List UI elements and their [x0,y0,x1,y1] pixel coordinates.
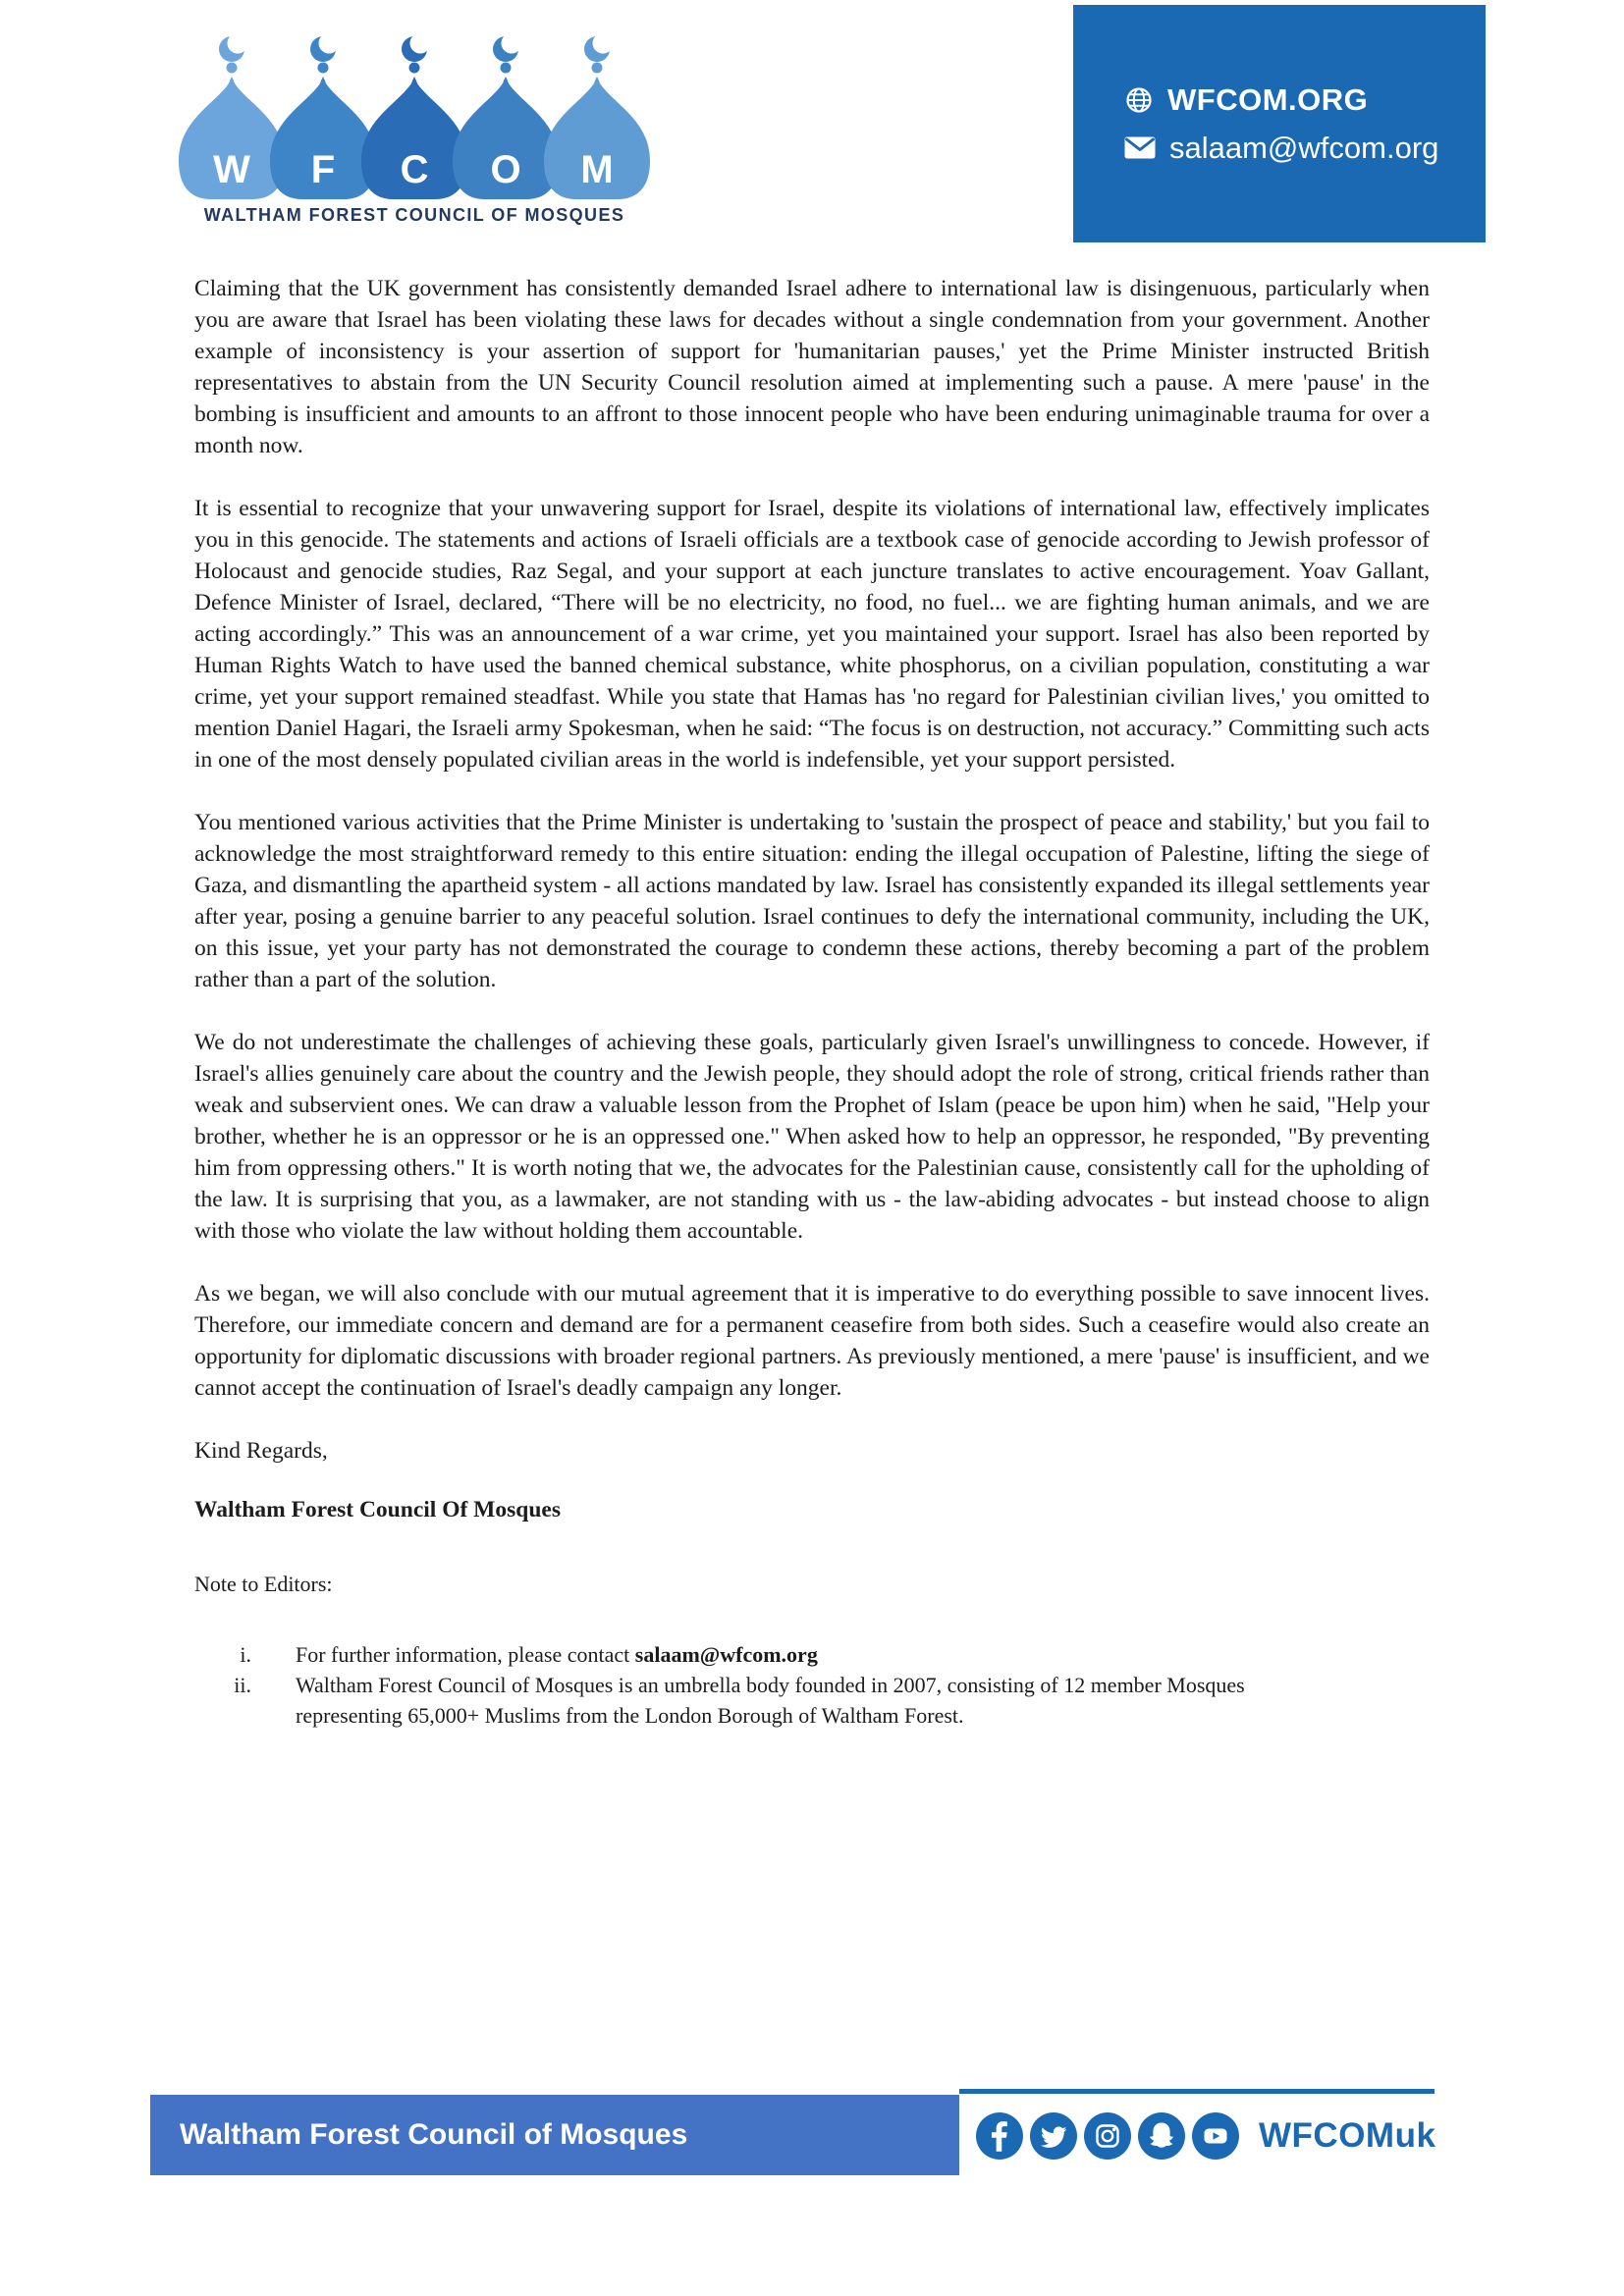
youtube-icon[interactable] [1192,2112,1239,2160]
social-handle[interactable]: WFCOMuk [1259,2116,1436,2155]
crescent-cut [228,33,248,54]
footer-social-row [976,2111,1435,2161]
letter-body [194,273,1430,1731]
paragraph: We do not underestimate the challenges of achieving these goals, particularly given Israel's unwillingness to concede. However, if Israel's allies genuinely care about the country and the Jewish people, they should adopt the role of strong, critical friends rather than weak and subservient ones. We can draw a valuable lesson from the Prophet of Islam (peace be upon him) when he said, "Help your brother, whether he is an oppressor or he is an oppressed one." When asked how to help an oppressor, he responded, "By preventing him from oppressing others." It is worth noting that we, the advocates for the Palestinian cause, consistently call for the upholding of the law. It is surprising that you, as a lawmaker, are not standing with us - the law-abiding advocates - but instead choose to align with those who violate the law without holding them accountable. [194,1030,1430,1244]
wfcom-logo [179,33,650,226]
logo-letter: W [213,148,250,191]
globe-icon [1124,85,1154,115]
footer-bar [150,2095,959,2175]
logo-letter: M [580,148,614,191]
dome-m [544,33,650,199]
paragraph: Claiming that the UK government has consistently demanded Israel adhere to international law is disingenuous, particularly when you are aware that Israel has been violating these laws for decades without a single condemnation from your government. Another example of inconsistency is your assertion of support for 'humanitarian pauses,' yet the Prime Minister instructed British representatives to abstain from the UN Security Council resolution aimed at implementing such a pause. A mere 'pause' in the bombing is insufficient and amounts to an affront to those innocent people who have been enduring unimaginable trauma for over a month now. [194,276,1430,458]
snapchat-icon[interactable] [1138,2112,1185,2160]
website-link[interactable]: WFCOM.ORG [1167,81,1369,117]
footer-bar-text: Waltham Forest Council of Mosques [180,2118,688,2151]
dome-f [270,33,376,199]
note-email-link[interactable]: salaam@wfcom.org [634,1642,818,1667]
list-numeral: ii. [234,1673,251,1697]
editor-notes-list [194,1639,1430,1731]
list-item [194,1639,1430,1670]
instagram-icon[interactable] [1084,2112,1131,2160]
paragraph: You mentioned various activities that the Prime Minister is undertaking to 'sustain the prospect of peace and stability,' but you fail to acknowledge the most straightforward remedy to this entire situation: ending the illegal occupation of Palestine, lifting the siege of Gaza, and dismantling the apartheid system - all actions mandated by law. Israel has consistently expanded its illegal settlements year after year, posing a genuine barrier to any peaceful solution. Israel continues to defy the international community, including the UK, on this issue, yet your party has not demonstrated the courage to condemn these actions, thereby becoming a part of the problem rather than a part of the solution. [194,810,1430,992]
dome-o [453,33,559,199]
crescent-cut [319,33,340,54]
paragraph: It is essential to recognize that your unwavering support for Israel, despite its violations of international law, effectively implicates you in this genocide. The statements and actions of Israeli officials are a textbook case of genocide according to Jewish professor of Holocaust and genocide studies, Raz Segal, and your support at each juncture translates to active encouragement. Yoav Gallant, Defence Minister of Israel, declared, “There will be no electricity, no food, no fuel... we are fighting human animals, and we are acting accordingly.” This was an announcement of a war crime, yet you maintained your support. Israel has also been reported by Human Rights Watch to have used the banned chemical substance, white phosphorus, on a civilian population, constituting a war crime, yet your support remained steadfast. While you state that Hamas has 'no regard for Palestinian civilian lives,' you omitted to mention Daniel Hagari, the Israeli army Spokesman, when he said: “The focus is on destruction, not accuracy.” Committing such acts in one of the most densely populated civilian areas in the world is indefensible, yet your support persisted. [194,496,1430,773]
email-row [1124,131,1486,166]
note-text [296,1639,818,1670]
signature: Waltham Forest Council Of Mosques [194,1497,561,1522]
envelope-icon [1124,136,1156,159]
logo-letter: C [400,148,429,191]
logo-letter: O [490,148,521,191]
logo-wordmark: WALTHAM FOREST COUNCIL OF MOSQUES [203,205,625,225]
note-text: Waltham Forest Council of Mosques is an umbrella body founded in 2007, consisting of 12 member Mosques representing 65,000+ Muslims from the London Borough of Waltham Forest. [296,1673,1245,1728]
crescent-cut [502,33,522,54]
dome-w [179,33,285,199]
note-text-plain: For further information, please contact [296,1642,635,1667]
crescent-cut [410,33,431,54]
logo-letter: F [310,148,336,191]
crescent-cut [593,33,614,54]
note-to-editors-heading: Note to Editors: [194,1572,333,1596]
header-contact-box [1073,5,1486,242]
twitter-icon[interactable] [1030,2112,1077,2160]
paragraph: As we began, we will also conclude with our mutual agreement that it is imperative to do everything possible to save innocent lives. Therefore, our immediate concern and demand are for a permanent ceasefire from both sides. Such a ceasefire would also create an opportunity for diplomatic discussions with broader regional partners. As previously mentioned, a mere 'pause' is insufficient, and we cannot accept the continuation of Israel's deadly campaign any longer. [194,1281,1430,1401]
facebook-icon[interactable] [976,2112,1023,2160]
closing-salutation: Kind Regards, [194,1438,328,1464]
mosque-domes-graphic [179,33,650,202]
list-numeral: i. [240,1642,251,1667]
footer-divider-line [959,2089,1435,2094]
website-row [1124,82,1486,118]
email-link[interactable]: salaam@wfcom.org [1169,130,1439,165]
dome-c [361,33,467,199]
list-item [194,1670,1430,1731]
